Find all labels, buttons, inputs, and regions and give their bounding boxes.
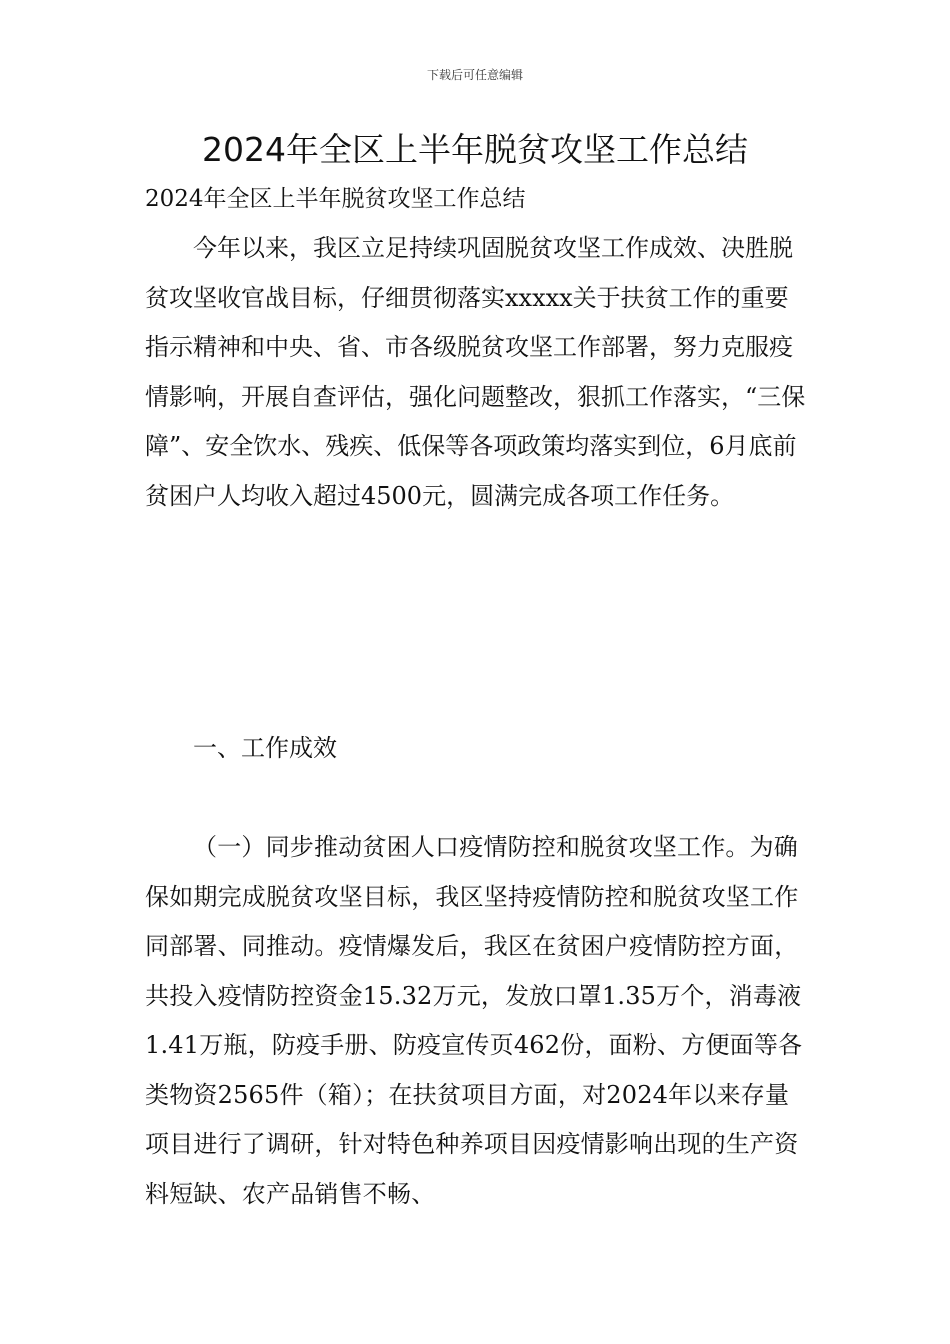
header-note: 下载后可任意编辑 [426, 68, 523, 82]
intro-paragraph: 今年以来，我区立足持续巩固脱贫攻坚工作成效、决胜脱贫攻坚收官战目标，仔细贯彻落实xxxxx关于扶贫工作的重要指示精神和中央、省、市各级脱贫攻坚工作部署，努力克服疫情影响，开展自查评估，强化问题整改，狠抓工作落实，“三保障”、安全饮水、残疾、低保等各项政策均落实到位，6月底前贫困户人均收入超过4500元，圆满完成各项工作任务。 [145, 234, 806, 510]
document-subtitle: 2024年全区上半年脱贫攻坚工作总结 [145, 186, 526, 212]
document-title: 2024年全区上半年脱贫攻坚工作总结 [202, 130, 748, 169]
section-paragraph: （一）同步推动贫困人口疫情防控和脱贫攻坚工作。为确保如期完成脱贫攻坚目标，我区坚持疫情防控和脱贫攻坚工作同部署、同推动。疫情爆发后，我区在贫困户疫情防控方面，共投入疫情防控资金15.32万元，发放口罩1.35万个，消毒液1.41万瓶，防疫手册、防疫宣传页462份，面粉、方便面等各类物资2565件（箱）；在扶贫项目方面，对2024年以来存量项目进行了调研，针对特色种养项目因疫情影响出现的生产资料短缺、农产品销售不畅、 [145, 833, 803, 1208]
section-heading: 一、工作成效 [193, 734, 337, 762]
